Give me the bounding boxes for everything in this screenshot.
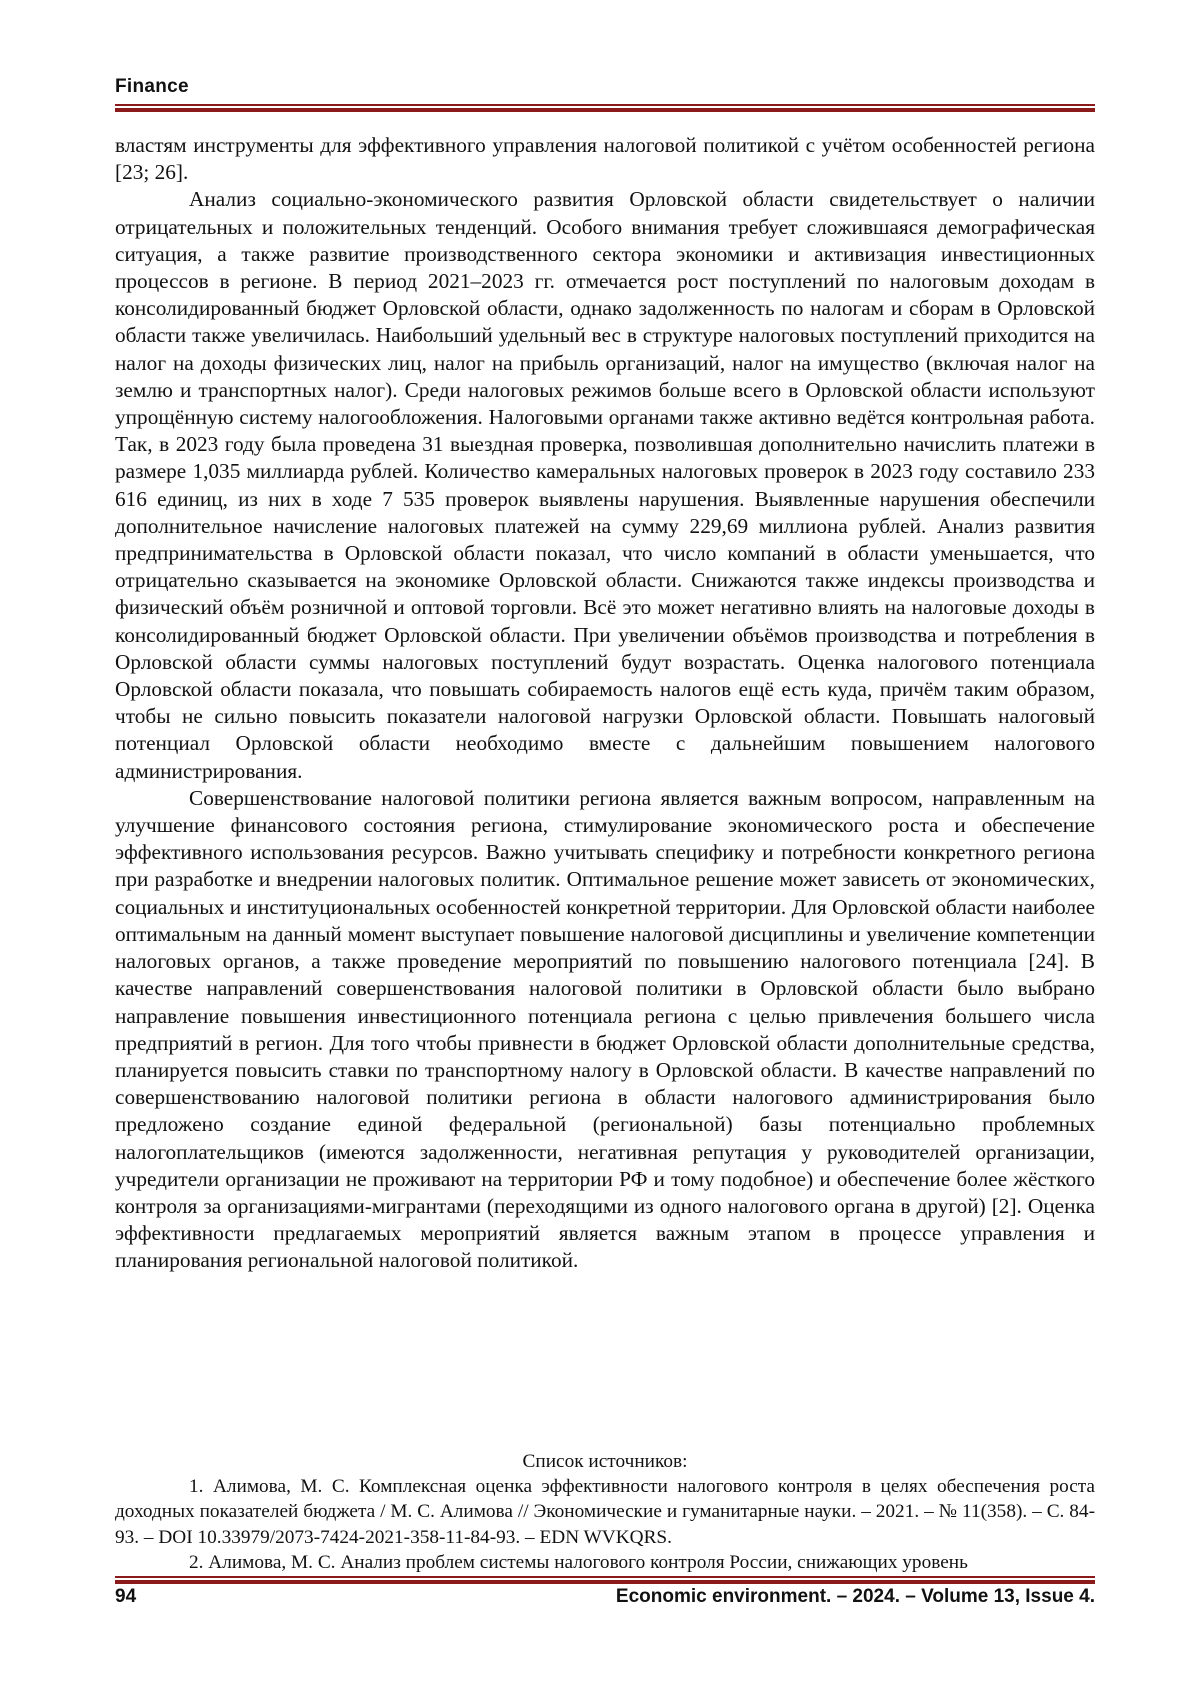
- paragraph: Совершенствование налоговой политики региона является важным вопросом, направленным на улучшение финансового состояния региона, стимулирование экономического роста и обеспечение эффективного использования ресурсов. Важно учитывать специфику и потребности конкретного региона при разработке и внедрении налоговых политик. Оптимальное решение может зависеть от экономических, социальных и институциональных особенностей конкретной территории. Для Орловской области наиболее оптимальным на данный момент выступает повышение налоговой дисциплины и увеличение компетенции налоговых органов, а также проведение мероприятий по повышению налогового потенциала [24]. В качестве направлений совершенствования налоговой политики в Орловской области было выбрано направление повышения инвестиционного потенциала региона с целью привлечения большего числа предприятий в регион. Для того чтобы привнести в бюджет Орловской области дополнительные средства, планируется повысить ставки по транспортному налогу в Орловской области. В качестве направлений по совершенствованию налоговой политики региона в области налогового администрирования было предложено создание единой федеральной (региональной) базы потенциально проблемных налогоплательщиков (имеются задолженности, негативная репутация у руководителей организации, учредители организации не проживают на территории РФ и тому подобное) и обеспечение более жёсткого контроля за организациями-мигрантами (переходящими из одного налогового органа в другой) [2]. Оценка эффективности предлагаемых мероприятий является важным этапом в процессе управления и планирования региональной налоговой политикой.: [115, 785, 1095, 1273]
- references-section: [115, 1449, 1095, 1575]
- article-body: [115, 132, 1095, 1275]
- references-title: Список источников:: [522, 1451, 688, 1472]
- document-page: [115, 0, 1095, 1698]
- page-number: 94: [115, 1586, 137, 1607]
- footer-rule: [115, 1576, 1095, 1584]
- section-title: Finance: [115, 76, 189, 97]
- header-rule: [115, 104, 1095, 112]
- journal-citation: Economic environment. – 2024. – Volume 13, Issue 4.: [615, 1586, 1095, 1607]
- reference-item: 2. Алимова, М. С. Анализ проблем системы налогового контроля России, снижающих уровень: [189, 1551, 968, 1573]
- paragraph: властям инструменты для эффективного управления налоговой политикой с учётом особенностей региона [23; 26].: [115, 133, 1095, 185]
- reference-item: 1. Алимова, М. С. Комплексная оценка эффективности налогового контроля в целях обеспечения роста доходных показателей бюджета / М. С. Алимова // Экономические и гуманитарные науки. – 2021. – № 11(358). – С. 84-93. – DOI 10.33979/2073-7424-2021-358-11-84-93. – EDN WVKQRS.: [115, 1476, 1095, 1548]
- paragraph: Анализ социально-экономического развития Орловской области свидетельствует о наличии отрицательных и положительных тенденций. Особого внимания требует сложившаяся демографическая ситуация, а также развитие производственного сектора экономики и активизация инвестиционных процессов в регионе. В период 2021–2023 гг. отмечается рост поступлений по налоговым доходам в консолидированный бюджет Орловской области, однако задолженность по налогам и сборам в Орловской области также увеличилась. Наибольший удельный вес в структуре налоговых поступлений приходится на налог на доходы физических лиц, налог на прибыль организаций, налог на имущество (включая налог на землю и транспортных налог). Среди налоговых режимов больше всего в Орловской области используют упрощённую систему налогообложения. Налоговыми органами также активно ведётся контрольная работа. Так, в 2023 году была проведена 31 выездная проверка, позволившая дополнительно начислить платежи в размере 1,035 миллиарда рублей. Количество камеральных налоговых проверок в 2023 году составило 233 616 единиц, из них в ходе 7 535 проверок выявлены нарушения. Выявленные нарушения обеспечили дополнительное начисление налоговых платежей на сумму 229,69 миллиона рублей. Анализ развития предпринимательства в Орловской области показал, что число компаний в области уменьшается, что отрицательно сказывается на экономике Орловской области. Снижаются также индексы производства и физический объём розничной и оптовой торговли. Всё это может негативно влиять на налоговые доходы в консолидированный бюджет Орловской области. При увеличении объёмов производства и потребления в Орловской области суммы налоговых поступлений будут возрастать. Оценка налогового потенциала Орловской области показала, что повышать собираемость налогов ещё есть куда, причём таким образом, чтобы не сильно повысить показатели налоговой нагрузки Орловской области. Повышать налоговый потенциал Орловской области необходимо вместе с дальнейшим повышением налогового администрирования.: [115, 187, 1095, 783]
